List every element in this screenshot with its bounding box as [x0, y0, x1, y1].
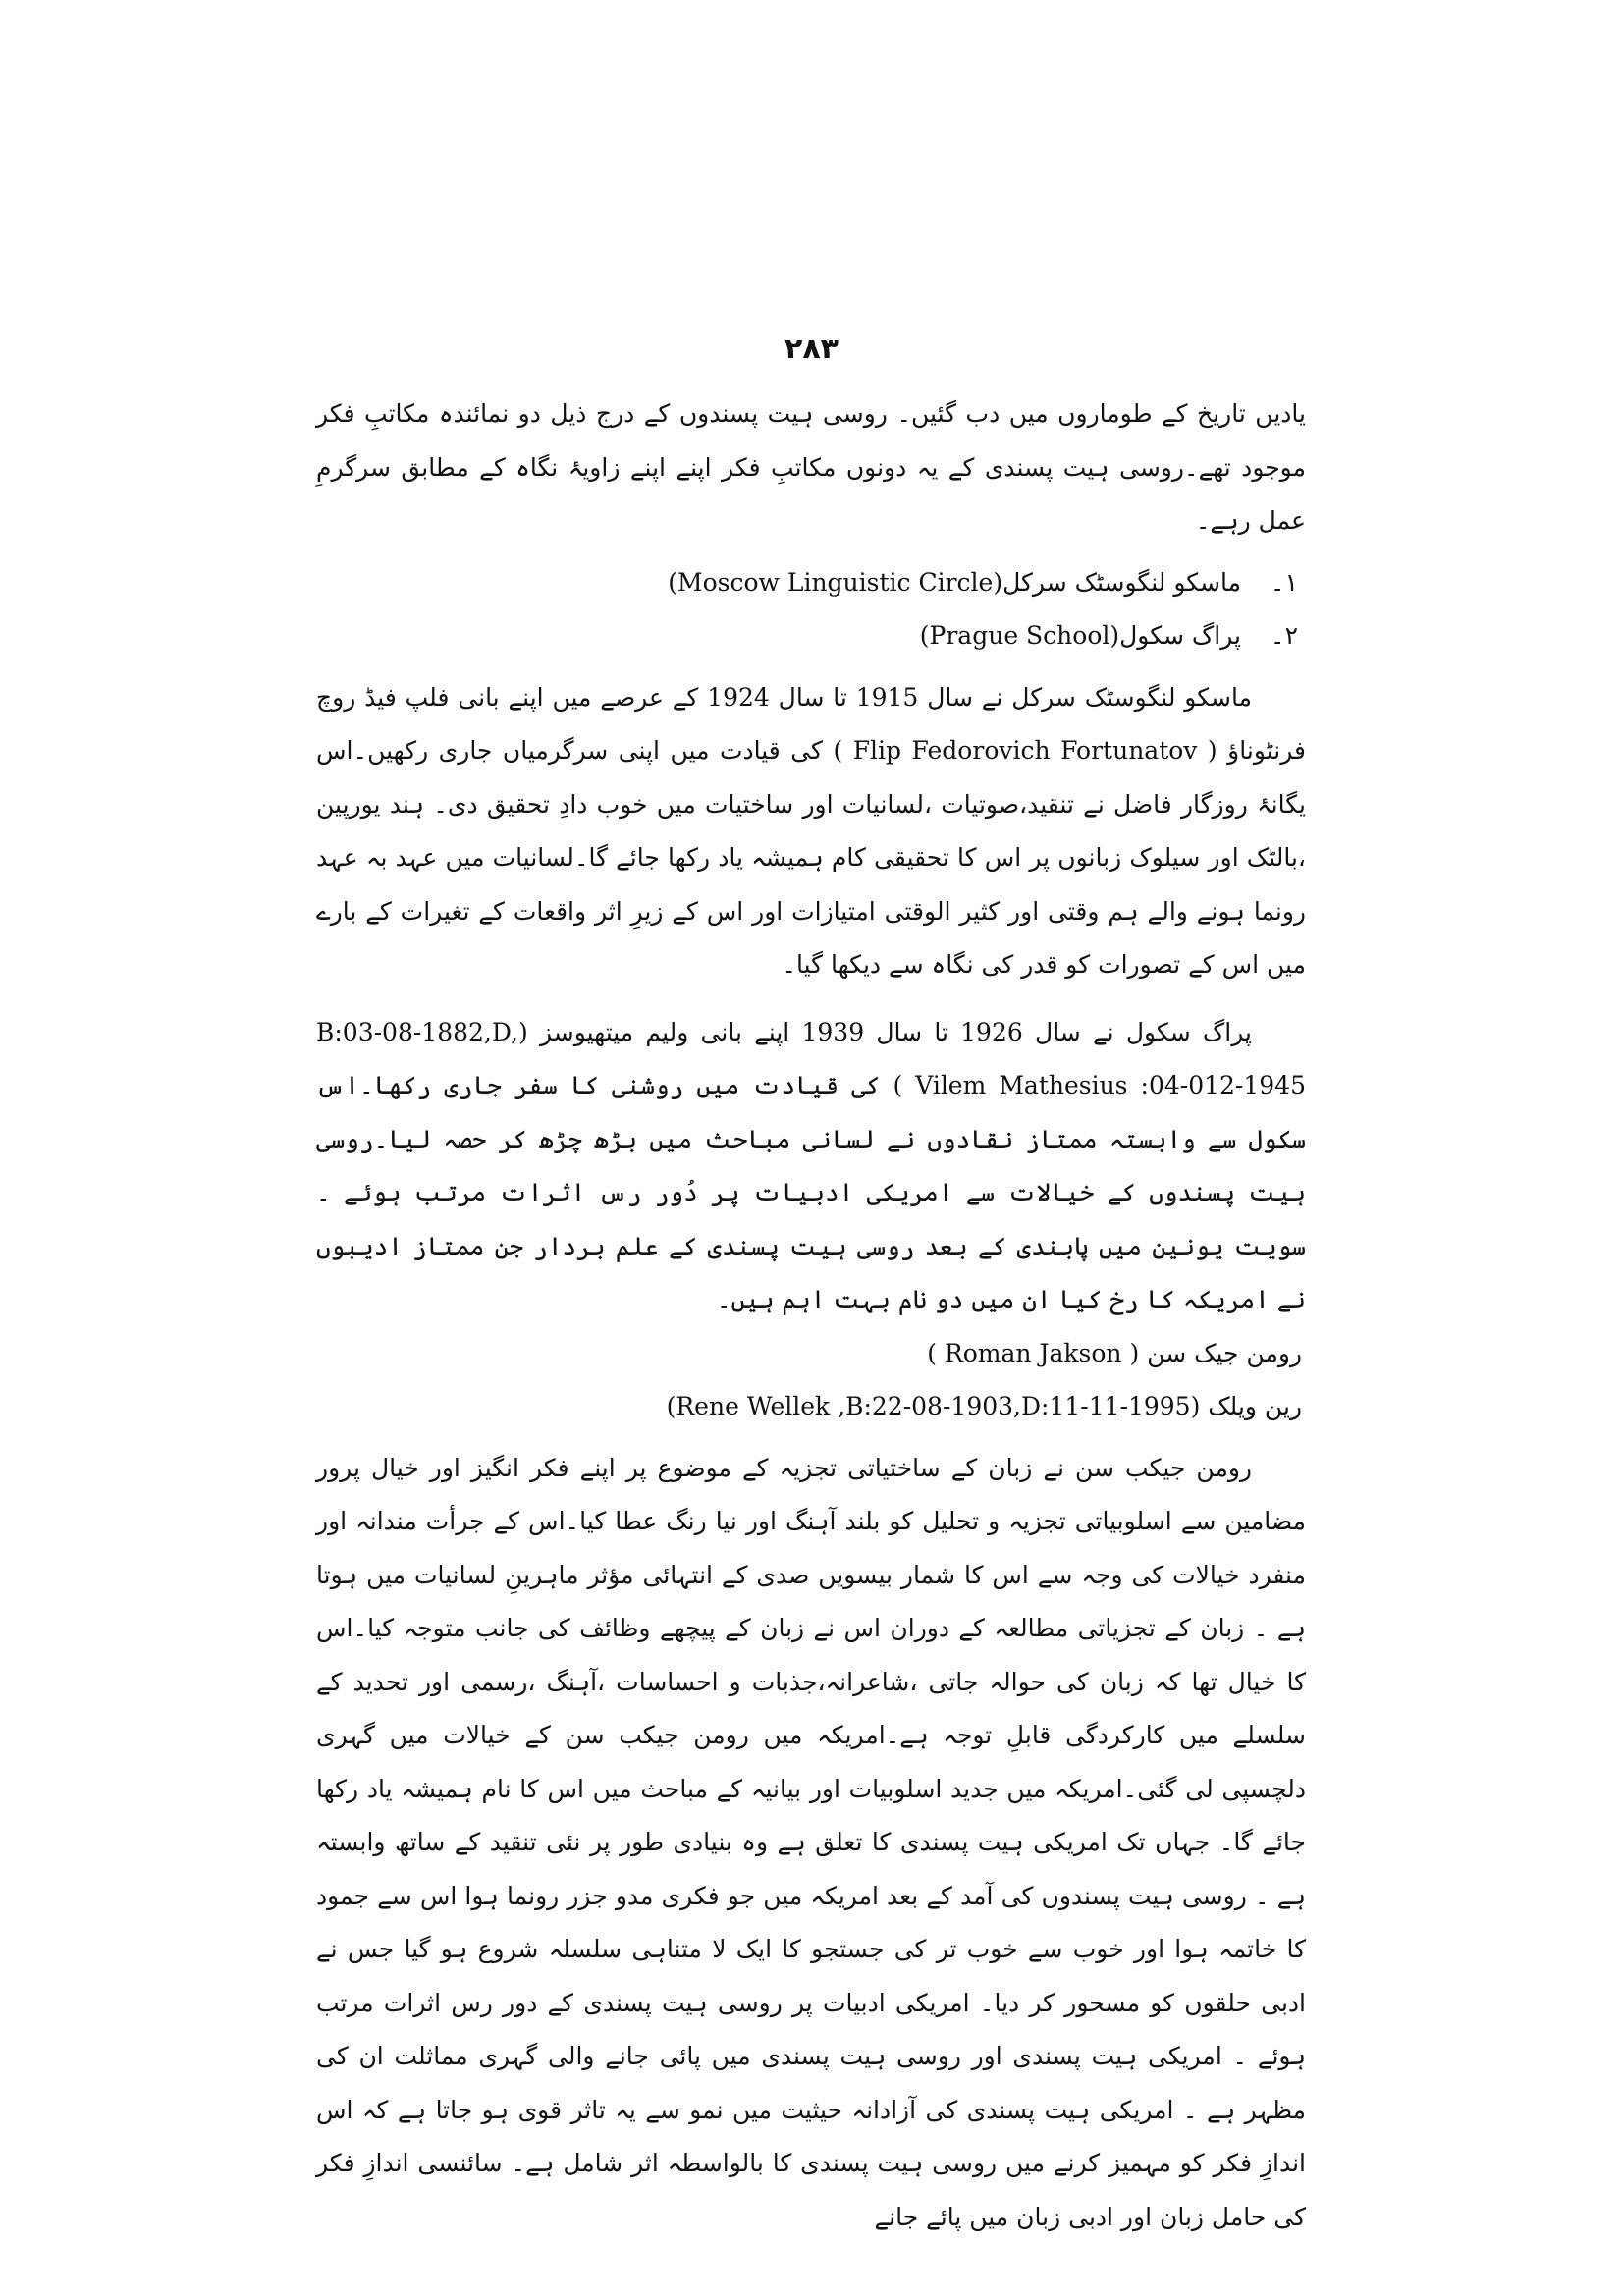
list-item-text: پراگ سکول(Prague School) [919, 621, 1241, 650]
list-item-text: ماسکو لنگوسٹک سرکل(Moscow Linguistic Circle) [668, 567, 1241, 597]
jakobson-paragraph: رومن جیکب سن نے زبان کے ساختیاتی تجزیہ کے موضوع پر اپنے فکر انگیز اور خیال پرور مضامین سے اسلوبیاتی تجزیہ و تحلیل کو بلند آہنگ اور نیا رنگ عطا کیا۔اس کے جرأت مندانہ اور منفرد خیالات کی وجہ سے اس کا شمار بیسویں صدی کے انتہائی مؤثر ماہرینِ لسانیات میں ہوتا ہے ۔ زبان کے تجزیاتی مطالعہ کے دوران اس نے زبان کے پیچھے وظائف کی جانب متوجہ کیا۔اس کا خیال تھا کہ زبان کی حوالہ جاتی ،شاعرانہ،جذبات و احساسات ،آہنگ ،رسمی اور تحدید کے سلسلے میں کارکردگی قابلِ توجہ ہے۔امریکہ میں رومن جیکب سن کے خیالات میں گہری دلچسپی لی گئی۔امریکہ میں جدید اسلوبیات اور بیانیہ کے مباحث میں اس کا نام ہمیشہ یاد رکھا جائے گا۔ جہاں تک امریکی ہیت پسندی کا تعلق ہے وہ بنیادی طور پر نئی تنقید کے ساتھ وابستہ ہے ۔ روسی ہیت پسندوں کی آمد کے بعد امریکہ میں جو فکری مدو جزر رونما ہوا اس سے جمود کا خاتمہ ہوا اور خوب سے خوب تر کی جستجو کا ایک لا متناہی سلسلہ شروع ہو گیا جس نے ادبی حلقوں کو مسحور کر دیا۔ امریکی ادبیات پر روسی ہیت پسندی کے دور رس اثرات مرتب ہوئے ۔ امریکی ہیت پسندی اور روسی ہیت پسندی میں پائی جانے والی گہری مماثلت ان کی مظہر ہے ۔ امریکی ہیت پسندی کی آزادانہ حیثیت میں نمو سے یہ تاثر قوی ہو جاتا ہے کہ اس اندازِ فکر کو مہمیز کرنے میں روسی ہیت پسندی کا بالواسطہ اثر شامل ہے۔ سائنسی اندازِ فکر کی حامل زبان اور ادبی زبان میں پائے جانے [316, 1453, 1306, 2231]
name-roman-jakson: رومن جیک سن ( Roman Jakson ) [927, 1338, 1302, 1367]
schools-list [316, 557, 1306, 664]
list-marker: ۲۔ [1270, 621, 1298, 650]
list-item [316, 610, 1306, 664]
page-number: ۲۸۳ [784, 332, 839, 366]
name-rene-wellek: رین ویلک (Rene Wellek ,B:22-08-1903,D:11-11-1995) [666, 1392, 1302, 1420]
body-text [316, 388, 1306, 2244]
moscow-circle-paragraph: ماسکو لنگوسٹک سرکل نے سال 1915 تا سال 1924 کے عرصے میں اپنے بانی فلپ فیڈ روچ فرنٹوناؤ ( Flip Fedorovich Fortunatov ) کی قیادت میں اپنی سرگرمیاں جاری رکھیں۔اس یگانۂ روزگار فاضل نے تنقید،صوتیات ،لسانیات اور ساختیات میں خوب دادِ تحقیق دی۔ ہند یورپین ،بالٹک اور سیلوک زبانوں پر اس کا تحقیقی کام ہمیشہ یاد رکھا جائے گا۔لسانیات میں عہد بہ عہد رونما ہونے والے ہم وقتی اور کثیر الوقتی امتیازات اور اس کے زیرِ اثر واقعات کے تغیرات کے بارے میں اس کے تصورات کو قدر کی نگاہ سے دیکھا گیا۔ [316, 682, 1306, 979]
list-marker: ۱۔ [1270, 567, 1298, 597]
list-item [316, 557, 1306, 611]
intro-paragraph: یادیں تاریخ کے طوماروں میں دب گئیں۔ روسی ہیت پسندوں کے درج ذیل دو نمائندہ مکاتبِ فکر موجود تھے۔روسی ہیت پسندی کے یہ دونوں مکاتبِ فکر اپنے اپنے زاویۂ نگاہ کے مطابق سرگرمِ عمل رہے۔ [316, 400, 1306, 535]
prague-school-paragraph: پراگ سکول نے سال 1926 تا سال 1939 اپنے بانی ولیم میتھیوسز (B:03-08-1882,D, Vilem Mathesius :04-012-1945 ) کی قیادت میں روشنی کا سفر جاری رکھا۔اس سکول سے وابستہ ممتاز نقادوں نے لسانی مباحث میں بڑھ چڑھ کر حصہ لیا۔روسی ہیت پسندوں کے خیالات سے امریکی ادبیات پر دُور رس اثرات مرتب ہوئے ۔سویت یونین میں پابندی کے بعد روسی ہیت پسندی کے علم بردار جن ممتاز ادیبوں نے امریکہ کا رخ کیا ان میں دو نام بہت اہم ہیں۔ [316, 1017, 1306, 1313]
